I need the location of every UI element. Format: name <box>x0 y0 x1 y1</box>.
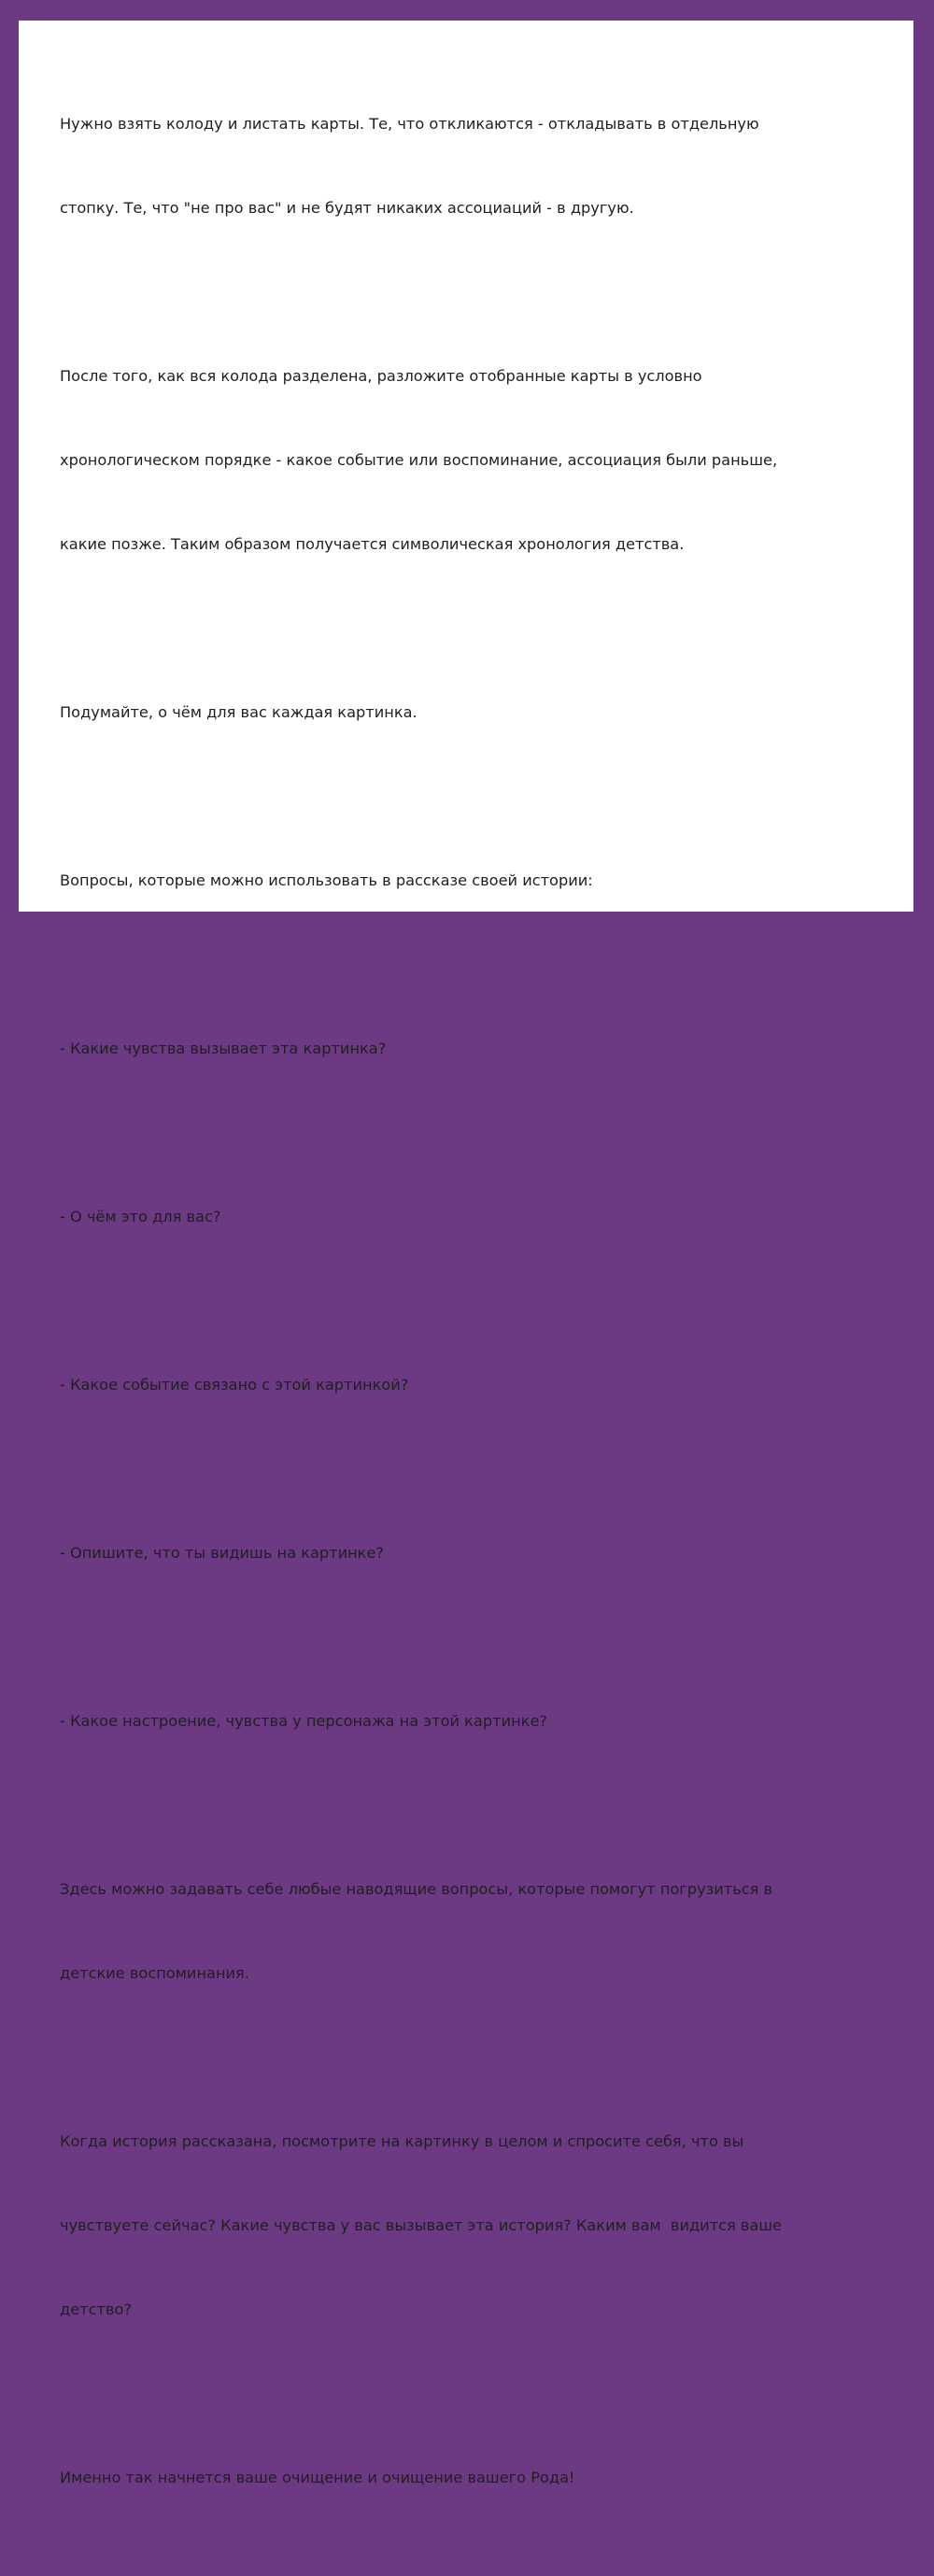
question-item <box>60 1315 882 1455</box>
text-line: - Опишите, что ты видишь на картинке? <box>60 1544 384 1562</box>
question-item <box>60 1651 882 1791</box>
paragraph-chronology <box>60 306 882 615</box>
paragraph-intro <box>60 54 882 278</box>
instructions-text <box>60 54 882 2576</box>
text-line: Нужно взять колоду и листать карты. Те, что откликаются - откладывать в отдельную <box>60 115 759 133</box>
text-line: детство? <box>60 2300 132 2318</box>
paragraph-conclusion <box>60 2408 882 2548</box>
text-line: Именно так начнется ваше очищение и очищение вашего Рода! <box>60 2469 575 2486</box>
text-line: - Какое событие связано с этой картинкой? <box>60 1376 409 1394</box>
text-line: Подумайте, о чём для вас каждая картинка. <box>60 703 417 721</box>
question-item <box>60 1483 882 1623</box>
question-item <box>60 1147 882 1287</box>
text-line: После того, как вся колода разделена, разложите отобранные карты в условно <box>60 367 702 385</box>
document-page <box>19 21 913 2486</box>
paragraph-think <box>60 643 882 783</box>
text-line: Вопросы, которые можно использовать в рассказе своей истории: <box>60 871 593 889</box>
text-line: какие позже. Таким образом получается символическая хронология детства. <box>60 535 685 553</box>
text-line: детские воспоминания. <box>60 1964 249 1982</box>
question-item <box>60 979 882 1119</box>
text-line: - Какие чувства вызывает эта картинка? <box>60 1040 387 1057</box>
paragraph-questions-heading <box>60 811 882 951</box>
paragraph-reflection <box>60 2072 882 2380</box>
text-line: Здесь можно задавать себе любые наводящие вопросы, которые помогут погрузиться в <box>60 1880 773 1898</box>
text-line: хронологическом порядке - какое событие или воспоминание, ассоциация были раньше, <box>60 451 778 469</box>
paragraph-leading-questions <box>60 1819 882 2044</box>
text-line: Когда история рассказана, посмотрите на картинку в целом и спросите себя, что вы <box>60 2132 744 2150</box>
text-line: - О чём это для вас? <box>60 1208 221 1225</box>
text-line: чувствуете сейчас? Какие чувства у вас вызывает эта история? Каким вам видится ваше <box>60 2216 783 2234</box>
text-line: - Какое настроение, чувства у персонажа на этой картинке? <box>60 1712 547 1730</box>
text-line: стопку. Те, что "не про вас" и не будят никаких ассоциаций - в другую. <box>60 199 634 217</box>
